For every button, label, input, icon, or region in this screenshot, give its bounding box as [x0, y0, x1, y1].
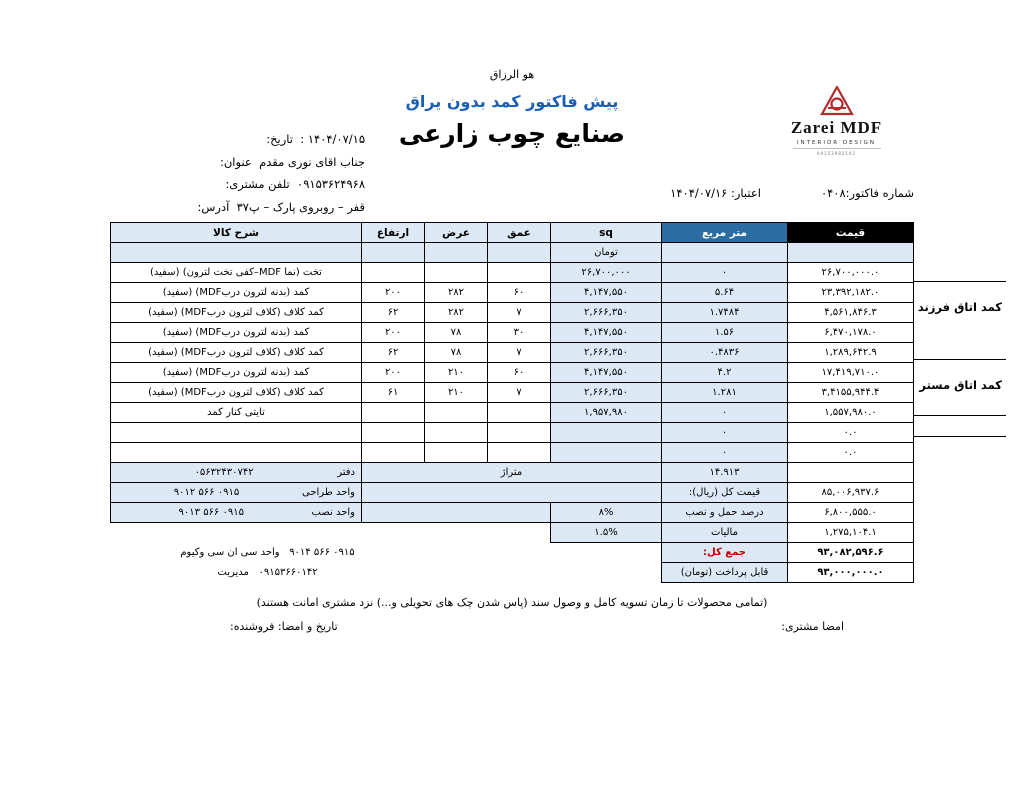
summary-mid: متراژ: [362, 463, 662, 483]
currency-empty-price: [788, 243, 914, 263]
group-divider-extra: [914, 436, 1006, 437]
summary-mid: [362, 483, 662, 503]
summary-row-metraj: [111, 463, 914, 483]
cell-price: ۲۳,۳۹۲,۱۸۲.۰: [788, 283, 914, 303]
table-row: [111, 323, 914, 343]
cell-price: ۳,۴۱۵۵,۹۴۴.۴: [788, 383, 914, 403]
invoice-validity: [670, 182, 761, 204]
meta-date-value: ۱۴۰۴/۰۷/۱۵: [307, 132, 365, 146]
summary-role: دفتر: [337, 467, 355, 478]
table-row: [111, 363, 914, 383]
summary-mid: ۱.۵%: [551, 523, 662, 543]
meta-address-value: قفر – روبروی پارک – پ۳۷: [236, 199, 365, 214]
table-row: [111, 343, 914, 363]
col-sq: sq: [551, 223, 662, 243]
cell-sq: ۴,۱۴۷,۵۵۰: [551, 363, 662, 383]
summary-m2: قابل پرداخت (تومان): [662, 563, 788, 583]
summary-mid: ۸%: [551, 503, 662, 523]
cell-width: ۲۱۰: [425, 383, 488, 403]
cell-depth: [488, 403, 551, 423]
cell-depth: [488, 263, 551, 283]
cell-height: [362, 403, 425, 423]
cell-width: [425, 263, 488, 283]
summary-price: ۸۵,۰۰۶,۹۳۷.۶: [788, 483, 914, 503]
cell-sq: ۴,۱۴۷,۵۵۰: [551, 323, 662, 343]
currency-empty-width: [425, 243, 488, 263]
summary-blank: [425, 563, 662, 583]
company-logo: [784, 86, 889, 156]
col-height: ارتفاع: [362, 223, 425, 243]
cell-sq: [551, 423, 662, 443]
cell-width: [425, 443, 488, 463]
cell-desc: [111, 423, 362, 443]
currency-empty-depth: [488, 243, 551, 263]
cell-width: ۲۸۲: [425, 283, 488, 303]
currency-label: تومان: [551, 243, 662, 263]
invoice-number: [821, 182, 914, 204]
cell-sq: ۴,۱۴۷,۵۵۰: [551, 283, 662, 303]
company-name: صنایع چوب زارعی: [398, 119, 626, 148]
summary-contact-value: ۰۹۱۵ ۵۶۶ ۹۰۱۲: [173, 487, 240, 498]
meta-phone: [35, 173, 365, 196]
summary-price: ۹۳,۰۰۰,۰۰۰.۰: [788, 563, 914, 583]
cell-width: [425, 403, 488, 423]
meta-address-label: آدرس:: [197, 199, 230, 214]
cell-height: ۲۰۰: [362, 363, 425, 383]
cell-m2: ۱.۵۶: [662, 323, 788, 343]
summary-contact-value: ۰۵۶۳۲۴۳۰۷۴۲: [194, 467, 254, 478]
cell-height: [362, 263, 425, 283]
table-row: [111, 443, 914, 463]
cell-m2: ۵.۶۴: [662, 283, 788, 303]
cell-depth: ۷: [488, 343, 551, 363]
cell-width: ۷۸: [425, 323, 488, 343]
table-row: [111, 263, 914, 283]
summary-blank: [111, 523, 551, 543]
cell-price: ۱,۲۸۹,۶۴۲.۹: [788, 343, 914, 363]
cell-sq: ۲۶,۷۰۰,۰۰۰: [551, 263, 662, 283]
summary-row-payable: [111, 563, 914, 583]
col-price: قیمت: [788, 223, 914, 243]
col-description: شرح کالا: [111, 223, 362, 243]
cell-m2: ۴.۲: [662, 363, 788, 383]
meta-phone-label: تلفن مشتری:: [225, 177, 290, 191]
cell-m2: ۱.۲۸۱: [662, 383, 788, 403]
meta-date: ۱۴۰۴/۰۷/۱۵ : تاریخ:: [266, 132, 365, 146]
logo-mark-icon: [820, 86, 854, 116]
cell-depth: [488, 423, 551, 443]
cell-m2: ۰.۴۸۳۶: [662, 343, 788, 363]
cell-width: [425, 423, 488, 443]
cell-height: [362, 423, 425, 443]
summary-role: واحد طراحی: [302, 487, 355, 498]
summary-role: واحد نصب: [311, 507, 355, 518]
table-row: [111, 383, 914, 403]
group-divider-top: [914, 281, 1006, 282]
cell-price: ۱۷,۴۱۹,۷۱۰.۰: [788, 363, 914, 383]
cell-desc: تایتی کنار کمد: [111, 403, 362, 423]
cell-desc: کمد (بدنه لترون درب‌MDF) (سفید): [111, 363, 362, 383]
cell-m2: ۰: [662, 443, 788, 463]
summary-row-grand-total: [111, 543, 914, 563]
meta-subject-value: جناب اقای نوری مقدم: [259, 154, 365, 169]
summary-m2: قیمت کل (ریال):: [662, 483, 788, 503]
cell-sq: ۱,۹۵۷,۹۸۰: [551, 403, 662, 423]
cell-depth: ۳۰: [488, 323, 551, 343]
customer-meta-block: [35, 128, 365, 218]
cell-desc: کمد (بدنه لترون درب‌MDF) (سفید): [111, 323, 362, 343]
summary-m2: جمع کل:: [662, 543, 788, 563]
cell-height: ۶۱: [362, 383, 425, 403]
summary-spacer: [362, 503, 551, 523]
currency-empty-height: [362, 243, 425, 263]
table-row: [111, 423, 914, 443]
cell-desc: کمد کلاف (کلاف لترون درب‌MDF) (سفید): [111, 383, 362, 403]
cell-depth: ۶۰: [488, 283, 551, 303]
group-divider-middle: [914, 359, 1006, 360]
cell-width: ۲۸۲: [425, 303, 488, 323]
summary-price: ۹۳,۰۸۲,۵۹۶.۶: [788, 543, 914, 563]
cell-price: ۰.۰: [788, 443, 914, 463]
summary-row-total-rial: [111, 483, 914, 503]
cell-height: ۶۲: [362, 303, 425, 323]
summary-contact: [111, 463, 362, 483]
cell-m2: ۰: [662, 423, 788, 443]
summary-row-shipping: [111, 503, 914, 523]
cell-price: ۲۶,۷۰۰,۰۰۰.۰: [788, 263, 914, 283]
table-header-row: [111, 223, 914, 243]
cell-sq: [551, 443, 662, 463]
meta-subject-label: عنوان:: [219, 154, 252, 169]
summary-role: مدیریت: [217, 567, 249, 578]
cell-sq: ۲,۶۶۶,۳۵۰: [551, 303, 662, 323]
summary-blank: [425, 543, 662, 563]
cell-depth: ۶۰: [488, 363, 551, 383]
summary-price: ۶,۸۰۰,۵۵۵.۰: [788, 503, 914, 523]
meta-address: [35, 196, 365, 219]
summary-contact-value: ۰۹۱۵۳۶۶۰۱۴۲: [258, 567, 318, 578]
col-depth: عمق: [488, 223, 551, 243]
cell-price: ۱,۵۵۷,۹۸۰.۰: [788, 403, 914, 423]
summary-price: [788, 463, 914, 483]
cell-height: [362, 443, 425, 463]
currency-row: [111, 243, 914, 263]
summary-m2: ۱۴.۹۱۳: [662, 463, 788, 483]
summary-price: ۱,۲۷۵,۱۰۴.۱: [788, 523, 914, 543]
bismillah-text: هو الرزاق: [489, 68, 535, 81]
invoice-table: [110, 222, 914, 583]
logo-name: Zarei MDF: [790, 118, 883, 137]
cell-depth: [488, 443, 551, 463]
summary-contact: [111, 503, 362, 523]
customer-signature-label: امضا مشتری:: [781, 620, 844, 633]
cell-height: ۲۰۰: [362, 323, 425, 343]
legal-note: (تمامی محصولات تا زمان تسویه کامل و وصول سند (پاس شدن چک های تحویلی و...) نزد مشتری امانت هستند): [256, 596, 768, 609]
col-width: عرض: [425, 223, 488, 243]
logo-phone: 09153982142: [817, 151, 856, 156]
cell-price: ۰.۰: [788, 423, 914, 443]
cell-sq: ۲,۶۶۶,۳۵۰: [551, 383, 662, 403]
cell-m2: ۱.۷۴۸۴: [662, 303, 788, 323]
col-square-meter: متر مربع: [662, 223, 788, 243]
cell-desc: کمد کلاف (کلاف لترون درب‌MDF) (سفید): [111, 303, 362, 323]
summary-contact-value: ۰۹۱۵ ۵۶۶ ۹۰۱۴: [289, 547, 355, 558]
cell-width: ۲۱۰: [425, 363, 488, 383]
invoice-validity-label: اعتبار:: [731, 186, 761, 200]
table-row: [111, 283, 914, 303]
cell-price: ۶,۴۷۰,۱۷۸.۰: [788, 323, 914, 343]
seller-signature-label: تاریخ و امضا: فروشنده:: [230, 620, 338, 633]
table-row: [111, 303, 914, 323]
cell-desc: کمد کلاف (کلاف لترون درب‌MDF) (سفید): [111, 343, 362, 363]
meta-date-label2: تاریخ:: [266, 132, 293, 146]
summary-m2: مالیات: [662, 523, 788, 543]
document-subtitle: پیش فاکتور کمد بدون یراق: [405, 92, 619, 111]
cell-height: ۲۰۰: [362, 283, 425, 303]
group-label-master-closet: کمد اتاق مستر: [919, 378, 1002, 392]
summary-contact-value: ۰۹۱۵ ۵۶۶ ۹۰۱۳: [178, 507, 244, 518]
cell-price: ۴,۵۶۱,۸۴۶.۳: [788, 303, 914, 323]
meta-subject: [35, 151, 365, 174]
currency-empty-desc: [111, 243, 362, 263]
summary-m2: درصد حمل و نصب: [662, 503, 788, 523]
invoice-number-label: شماره فاکتور:: [845, 186, 914, 200]
logo-divider: [793, 148, 881, 149]
cell-width: ۷۸: [425, 343, 488, 363]
cell-height: ۶۲: [362, 343, 425, 363]
meta-phone-value: ۰۹۱۵۳۶۲۴۹۶۸: [297, 177, 365, 191]
logo-subtitle: INTERIOR DESIGN: [796, 140, 877, 146]
group-label-child-closet: کمد اتاق فرزند: [917, 300, 1002, 314]
summary-contact: [111, 563, 425, 583]
invoice-number-value: ۰۴۰۸: [820, 186, 846, 200]
group-divider-bottom: [914, 415, 1006, 416]
cell-m2: ۰: [662, 263, 788, 283]
summary-row-tax: [111, 523, 914, 543]
cell-m2: ۰: [662, 403, 788, 423]
table-row: [111, 403, 914, 423]
invoice-validity-value: ۱۴۰۴/۰۷/۱۶: [670, 186, 728, 200]
cell-depth: ۷: [488, 383, 551, 403]
summary-role: واحد سی ان سی وکیوم: [180, 547, 280, 558]
cell-sq: ۲,۶۶۶,۳۵۰: [551, 343, 662, 363]
cell-desc: کمد (بدنه لترون درب‌MDF) (سفید): [111, 283, 362, 303]
cell-depth: ۷: [488, 303, 551, 323]
summary-contact: [111, 483, 362, 503]
currency-empty-m2: [662, 243, 788, 263]
invoice-meta-block: [494, 182, 914, 204]
summary-contact: [111, 543, 425, 563]
cell-desc: تخت (نما MDF–کفی تخت لترون) (سفید): [111, 263, 362, 283]
cell-desc: [111, 443, 362, 463]
